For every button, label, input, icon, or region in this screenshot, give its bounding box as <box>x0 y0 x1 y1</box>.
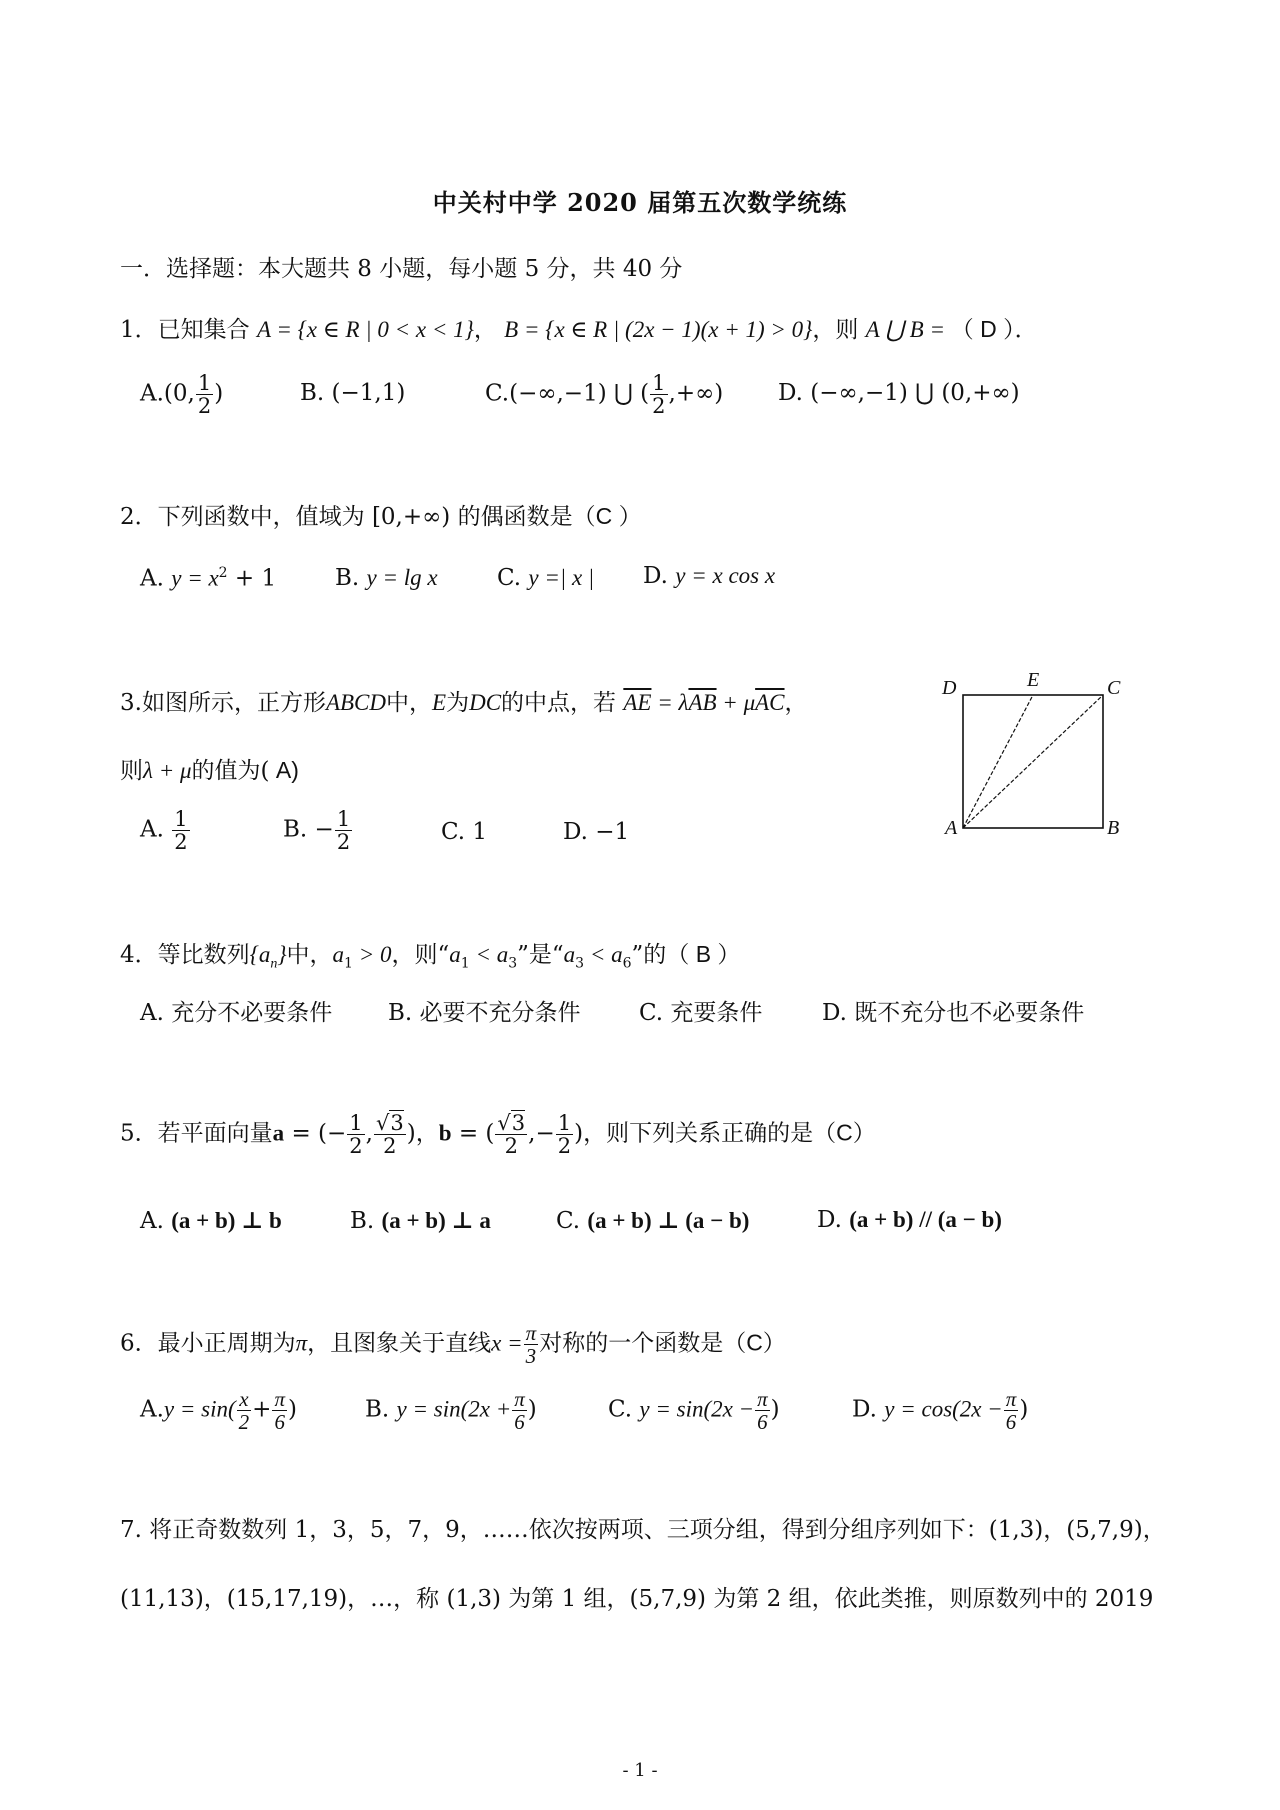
stem-text: 中， <box>286 942 333 968</box>
option-label: D. <box>852 1396 877 1423</box>
denominator: 2 <box>652 394 666 419</box>
stem-text: 对称的一个函数是 <box>539 1330 724 1357</box>
numerator: 1 <box>174 807 188 831</box>
denominator: 2 <box>383 1134 397 1159</box>
option-text: ) <box>214 380 224 407</box>
stem-text: 的中点，若 <box>501 690 617 716</box>
subscript: 3 <box>508 955 518 972</box>
stem-text: ， <box>415 1120 439 1147</box>
option-expr: (a + b) ⊥ a <box>381 1208 491 1233</box>
q5-option-d <box>817 1207 1002 1233</box>
stem-text: 的值为( <box>191 758 270 784</box>
q6-option-b <box>365 1388 537 1433</box>
q4-option-c: C. 充要条件 <box>639 1000 763 1026</box>
option-expr: y =| x | <box>528 565 595 590</box>
set-b: B = {x ∈ R | (2x − 1)(x + 1) > 0} <box>504 317 813 342</box>
answer-mark: A) <box>269 757 299 783</box>
q5-option-a <box>140 1207 282 1234</box>
fraction <box>1004 1388 1019 1433</box>
vertex-label-b: B <box>1107 817 1120 838</box>
math-symbol: λ + μ <box>143 758 192 783</box>
stem-text: ，则下列关系正确的是 <box>583 1120 814 1147</box>
answer-mark: （ D ）． <box>950 316 1038 342</box>
option-expr: y = lg x <box>366 565 438 590</box>
fraction <box>755 1388 770 1433</box>
option-label: A. <box>140 816 164 843</box>
fraction <box>650 372 667 417</box>
answer-mark: （C ） <box>572 503 642 529</box>
option-label: B. <box>350 1208 375 1234</box>
question-number: 3. <box>120 690 142 716</box>
math-symbol: = ( <box>451 1120 495 1147</box>
q4-option-a: A. 充分不必要条件 <box>140 1000 333 1026</box>
math-symbol: a <box>563 942 576 967</box>
math-symbol: x = <box>491 1330 523 1356</box>
option-label: B. <box>365 1396 390 1423</box>
option-label: C. <box>556 1208 581 1234</box>
stem-text: ”的 <box>631 942 667 968</box>
denominator: 6 <box>757 1410 768 1435</box>
option-label: A. <box>140 565 164 592</box>
denominator: 2 <box>336 830 351 855</box>
denominator: 2 <box>504 1134 518 1159</box>
numerator: 1 <box>197 371 212 395</box>
option-expr: y = x <box>171 565 219 591</box>
exponent: 2 <box>218 565 228 581</box>
question-6-stem <box>120 1322 786 1367</box>
fraction <box>237 1388 252 1433</box>
question-5-stem <box>120 1112 876 1157</box>
stem-text: 为 <box>446 690 470 716</box>
page-title: 中关村中学 2020 届第五次数学统练 <box>432 188 848 217</box>
option-expr: y = x cos x <box>675 563 776 588</box>
q1-option-c <box>485 372 723 417</box>
math-symbol: ABCD <box>325 690 387 715</box>
q2-option-c <box>497 565 594 591</box>
math-symbol: {a <box>249 942 271 967</box>
math-symbol: ) <box>406 1120 416 1147</box>
fraction <box>172 808 189 853</box>
math-symbol: E <box>432 690 447 715</box>
vertex-label-d: D <box>942 677 957 699</box>
numerator: 1 <box>336 807 351 831</box>
vector-b: b <box>438 1120 452 1146</box>
stem-text: ， <box>473 317 497 343</box>
stem-text: 已知集合 <box>157 317 250 343</box>
fraction <box>512 1388 527 1433</box>
fraction <box>335 808 352 853</box>
numerator: π <box>525 1321 537 1345</box>
denominator: 6 <box>1005 1410 1017 1435</box>
fraction <box>272 1388 287 1433</box>
fraction <box>495 1112 527 1157</box>
math-symbol: , <box>365 1120 373 1147</box>
option-label: A. <box>140 380 164 407</box>
q4-option-b: B. 必要不充分条件 <box>388 1000 581 1026</box>
q3-option-a <box>140 808 191 853</box>
denominator: 2 <box>197 394 212 419</box>
q6-option-a <box>140 1388 297 1433</box>
math-symbol: = (− <box>284 1120 347 1147</box>
option-label: C. <box>608 1396 633 1423</box>
option-expr: + <box>252 1396 272 1423</box>
q3-option-c: C. 1 <box>441 819 488 845</box>
math-symbol: DC <box>469 690 502 715</box>
question-number: 6． <box>120 1330 158 1357</box>
segment-ac <box>963 695 1103 828</box>
vector-ae: $\overline{AE}$ <box>623 690 652 715</box>
minus-sign: − <box>314 816 334 843</box>
answer-mark: （C） <box>813 1119 876 1146</box>
answer-mark: （C） <box>723 1329 786 1356</box>
numerator: 1 <box>349 1111 363 1135</box>
option-expr: + 1 <box>227 565 277 592</box>
vertex-label-a: A <box>945 817 958 838</box>
stem-text: 等比数列 <box>157 942 250 968</box>
numerator: π <box>757 1387 768 1411</box>
vector-ac: $\overline{AC}$ <box>755 690 785 715</box>
q3-option-d: D. −1 <box>563 819 630 845</box>
option-expr: y = sin(2x − <box>639 1396 755 1422</box>
vertex-label-e: E <box>1027 669 1040 691</box>
fraction <box>196 372 213 417</box>
stem-text: ，则 <box>812 317 859 343</box>
q4-option-d: D. 既不充分也不必要条件 <box>822 1000 1085 1026</box>
radicand: 3 <box>511 1111 526 1135</box>
math-symbol: ) <box>574 1120 584 1147</box>
subscript: 1 <box>460 955 470 972</box>
numerator: 1 <box>652 371 666 395</box>
math-symbol: = λ <box>651 690 689 715</box>
q1-option-b: B. (−1,1) <box>300 380 406 406</box>
denominator: 3 <box>525 1344 537 1369</box>
stem-text: ，则“ <box>391 942 450 968</box>
set-a: A = {x ∈ R | 0 < x < 1} <box>256 317 474 342</box>
fraction <box>556 1112 573 1157</box>
option-text: (0, <box>163 380 195 407</box>
option-expr: y = cos(2x − <box>884 1396 1003 1422</box>
question-number: 4． <box>120 942 158 968</box>
math-symbol: a <box>449 942 461 967</box>
option-text: (−∞,−1) ⋃ ( <box>509 380 650 407</box>
question-2-stem <box>120 498 642 531</box>
segment-ae <box>963 695 1033 828</box>
page-number: - 1 - <box>622 1760 658 1781</box>
fraction <box>374 1112 406 1157</box>
q1-option-a <box>140 372 223 417</box>
math-symbol: a <box>332 942 345 967</box>
numerator: π <box>514 1387 525 1411</box>
option-expr: (a + b) ⊥ (a − b) <box>587 1208 750 1233</box>
vector-ab: $\overline{AB}$ <box>688 690 717 715</box>
fraction <box>347 1112 364 1157</box>
q2-option-a <box>140 565 276 592</box>
math-symbol: + μ <box>716 690 756 715</box>
stem-text: 最小正周期为 <box>157 1330 296 1357</box>
option-label: B. <box>283 816 308 843</box>
option-text: ,+∞) <box>668 380 724 407</box>
numerator: π <box>274 1387 285 1411</box>
denominator: 6 <box>274 1410 285 1435</box>
question-7-stem: 7. 将正奇数数列 1，3，5，7，9，……依次按两项、三项分组，得到分组序列如下：(1,3)，(5,7,9)， <box>120 1517 1166 1543</box>
stem-text: 如图所示，正方形 <box>141 690 326 716</box>
question-number: 1． <box>120 317 158 343</box>
option-label: C. <box>485 380 510 407</box>
subscript: 1 <box>344 955 353 972</box>
option-expr: ) <box>287 1396 297 1423</box>
q2-option-b <box>335 565 438 591</box>
question-number: 2． <box>120 504 158 530</box>
option-label: B. <box>335 565 360 591</box>
denominator: 6 <box>514 1410 525 1435</box>
option-label: D. <box>643 563 668 589</box>
subscript: n <box>270 956 278 972</box>
option-label: C. <box>497 565 522 591</box>
stem-text: 则 <box>120 758 143 784</box>
option-expr: ) <box>770 1396 780 1423</box>
vertex-label-c: C <box>1107 677 1121 699</box>
denominator: 2 <box>174 830 188 855</box>
stem-text: ， <box>784 690 808 716</box>
stem-text: 下列函数中，值域为 [0,+∞) 的偶函数是 <box>157 504 573 530</box>
union-expr: A ⋃ B = <box>865 317 951 342</box>
fraction <box>524 1322 539 1367</box>
math-symbol: > 0 <box>352 942 392 967</box>
denominator: 2 <box>349 1134 363 1159</box>
numerator: x <box>239 1387 249 1411</box>
question-1-stem <box>120 311 1038 344</box>
denominator: 2 <box>557 1134 572 1159</box>
math-symbol: } <box>277 942 287 967</box>
question-7-stem-line2: (11,13)，(15,17,19)，…，称 (1,3) 为第 1 组，(5,7,9) 为第 2 组，依此类推，则原数列中的 2019 <box>120 1586 1154 1612</box>
denominator: 2 <box>238 1410 250 1435</box>
subscript: 3 <box>575 955 585 972</box>
option-expr: y = sin( <box>163 1396 236 1422</box>
vector-a: a <box>272 1120 285 1146</box>
math-symbol: < a <box>469 942 509 967</box>
numerator: √3 <box>497 1111 526 1135</box>
q2-option-d <box>643 563 775 589</box>
stem-text: ，且图象关于直线 <box>307 1330 492 1357</box>
option-expr: (a + b) // (a − b) <box>849 1207 1002 1232</box>
option-expr: y = sin(2x + <box>396 1396 512 1422</box>
numerator: √3 <box>375 1111 404 1135</box>
stem-text: 中， <box>386 690 433 716</box>
option-label: D. <box>817 1207 842 1233</box>
question-4-stem <box>120 936 740 973</box>
q1-option-d: D. (−∞,−1) ⋃ (0,+∞) <box>778 380 1020 406</box>
stem-text: 若平面向量 <box>157 1120 273 1147</box>
answer-mark: （ B ） <box>666 941 741 967</box>
stem-text: ”是“ <box>517 942 564 968</box>
square-abcd-figure <box>935 668 1135 838</box>
math-symbol: ,− <box>528 1120 555 1147</box>
question-3-stem <box>120 684 808 717</box>
math-symbol: < a <box>584 942 623 967</box>
subscript: 6 <box>622 955 632 972</box>
option-expr: (a + b) ⊥ b <box>171 1208 282 1233</box>
option-label: A. <box>140 1396 164 1423</box>
radicand: 3 <box>390 1111 404 1135</box>
q5-option-b <box>350 1207 491 1234</box>
option-label: A. <box>140 1208 164 1234</box>
q6-option-c <box>608 1388 780 1433</box>
q5-option-c <box>556 1207 749 1234</box>
numerator: 1 <box>557 1111 572 1135</box>
question-number: 5． <box>120 1120 158 1147</box>
section-heading: 一．选择题：本大题共 8 小题，每小题 5 分，共 40 分 <box>120 256 683 282</box>
q6-option-d <box>852 1388 1028 1433</box>
question-3-stem-line2 <box>120 752 299 785</box>
q3-option-b <box>283 808 353 853</box>
math-symbol: π <box>295 1330 308 1356</box>
option-expr: ) <box>1019 1396 1029 1423</box>
option-expr: ) <box>527 1396 537 1423</box>
numerator: π <box>1005 1387 1017 1411</box>
